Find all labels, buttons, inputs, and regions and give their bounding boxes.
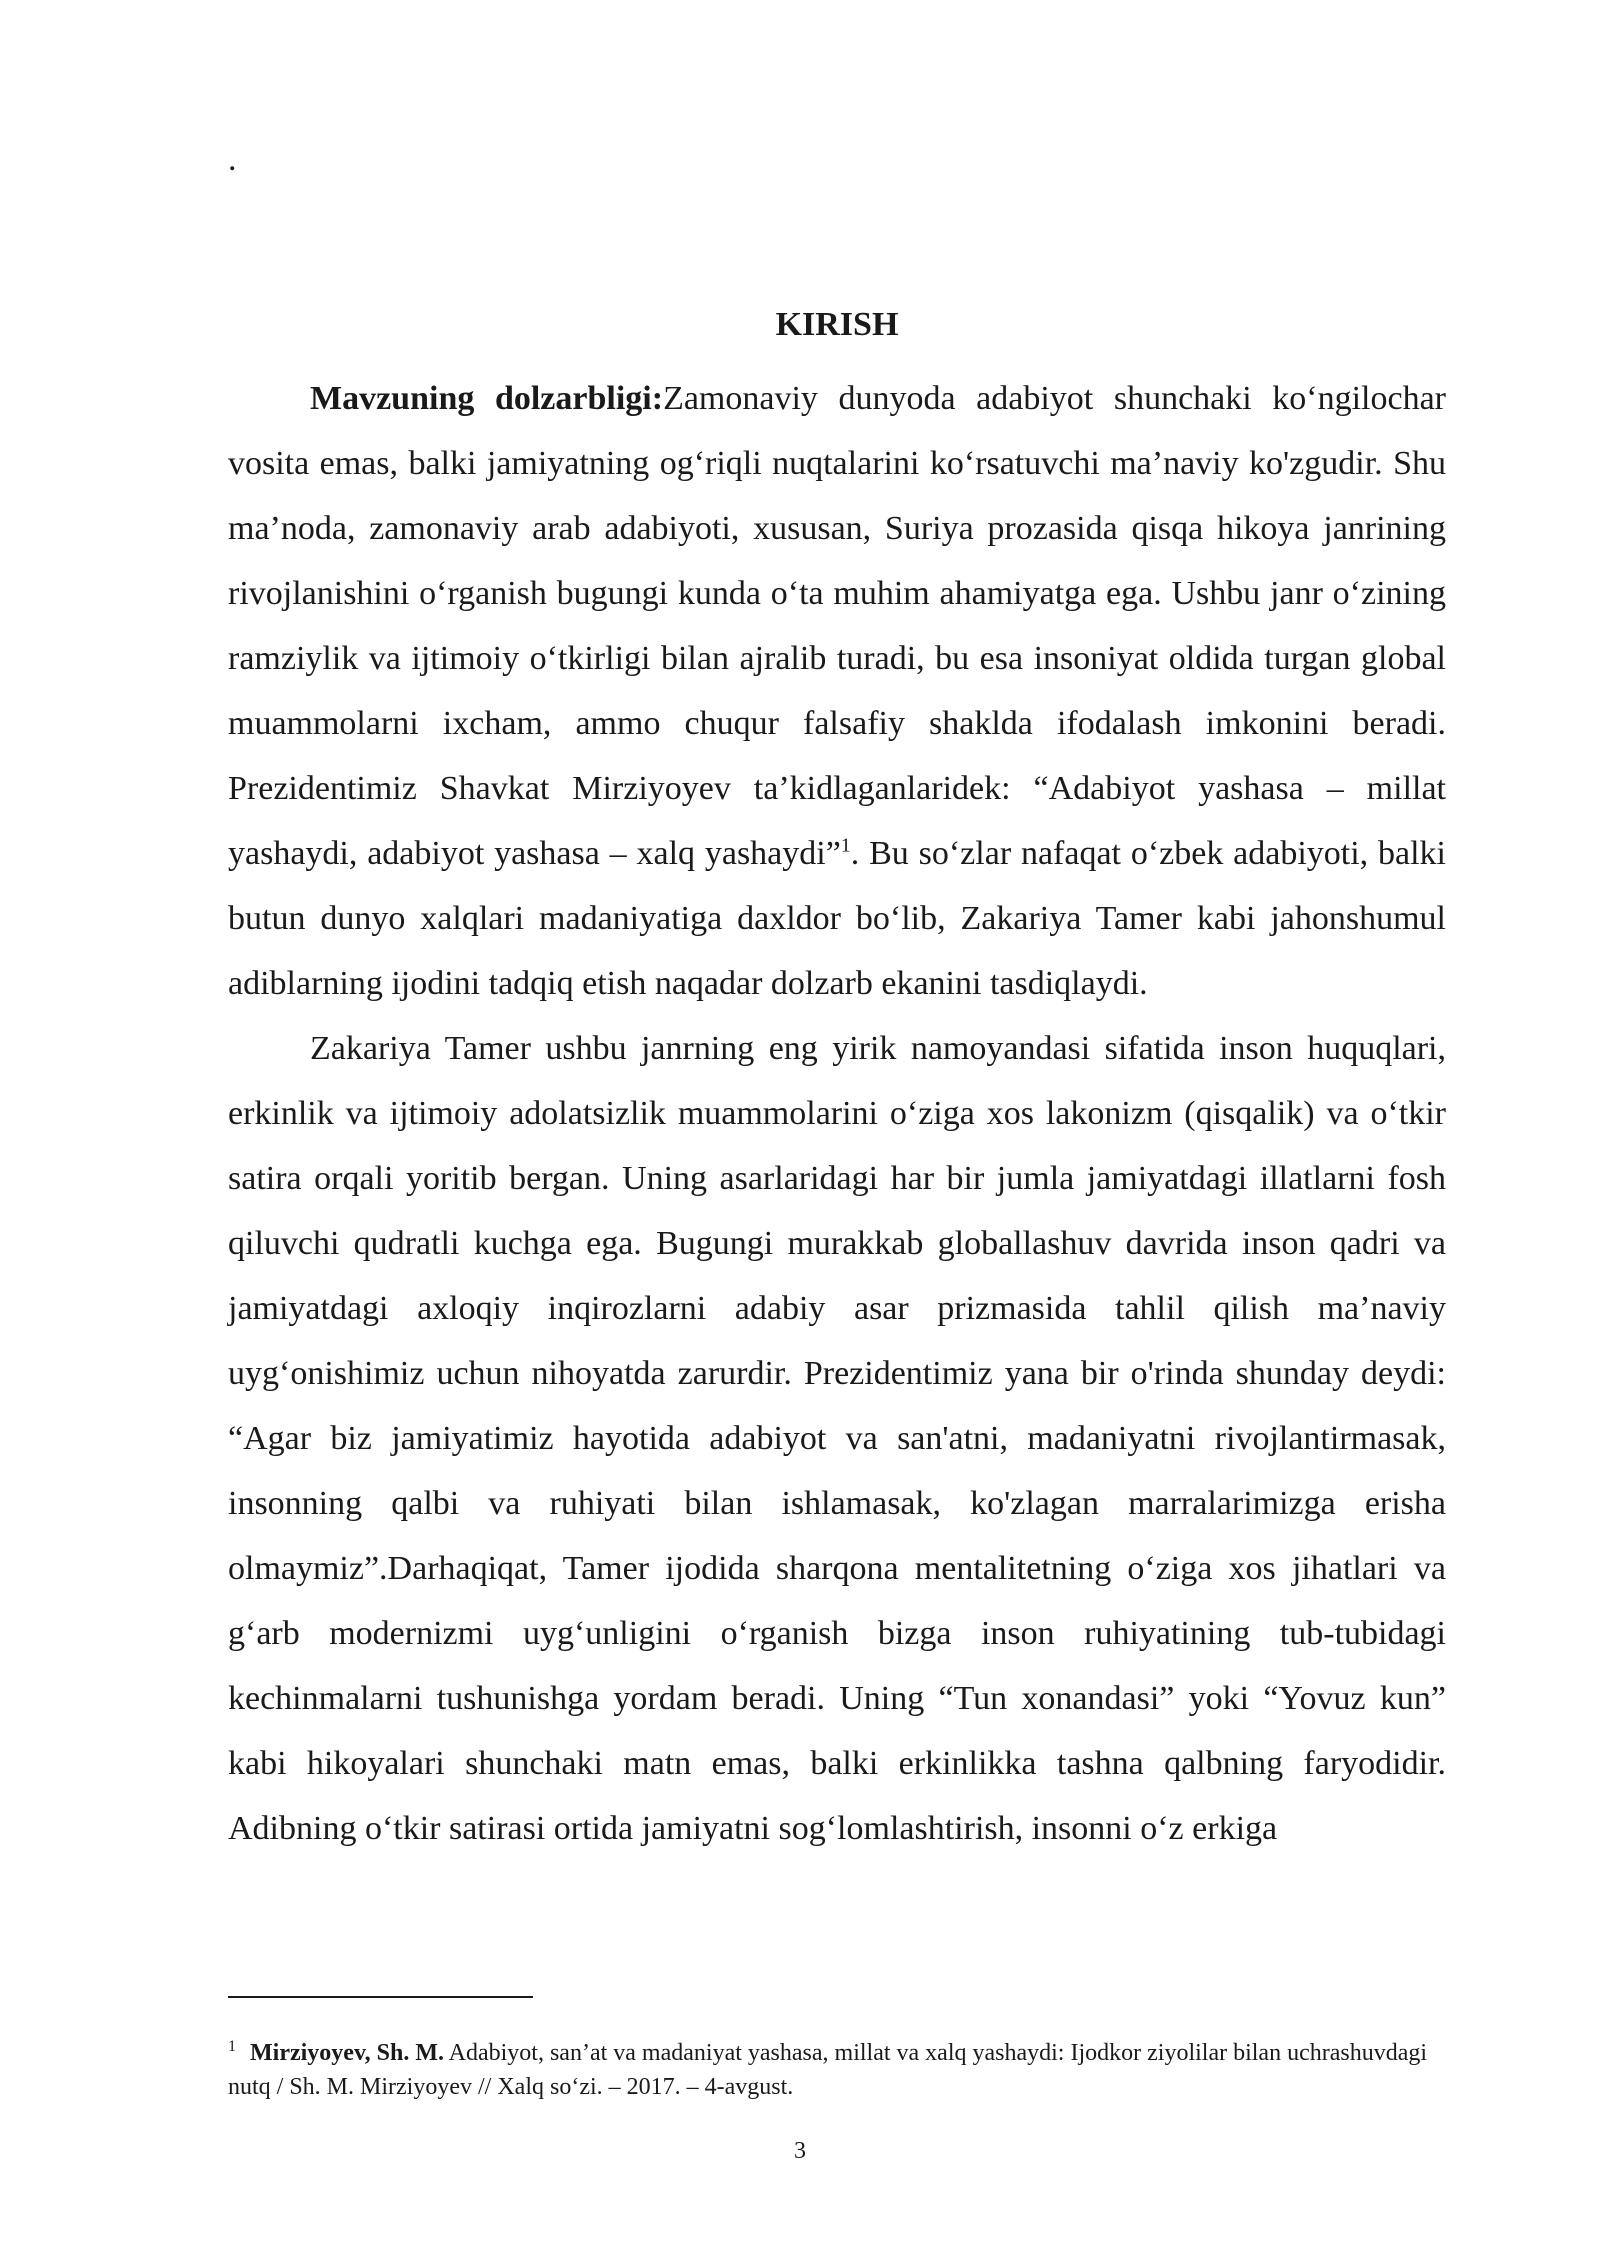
- footnote-author: Mirziyoyev, Sh. M.: [250, 2040, 444, 2066]
- paragraph-tamer: Zakariya Tamer ushbu janrning eng yirik namoyandasi sifatida inson huquqlari, erkinlik va ijtimoiy adolatsizlik muammolarini o‘ziga xos lakonizm (qisqalik) va o‘tkir satira orqali yoritib bergan. Uning asarlaridagi har bir jumla jamiyatdagi illatlarni fosh qiluvchi qudratli kuchga ega. Bugungi murakkab globallashuv davrida inson qadri va jamiyatdagi axloqiy inqirozlarni adabiy asar prizmasida tahlil qilish ma’naviy uyg‘onishimiz uchun nihoyatda zarurdir. Prezidentimiz yana bir o'rinda shunday deydi: “Agar biz jamiyatimiz hayotida adabiyot va san'atni, madaniyatni rivojlantirmasak, insonning qalbi va ruhiyati bilan ishlamasak, ko'zlagan marralarimizga erisha olmaymiz”.Darhaqiqat, Tamer ijodida sharqona mentalitetning o‘ziga xos jihatlari va g‘arb modernizmi uyg‘unligini o‘rganish bizga inson ruhiyatining tub-tubidagi kechinmalarni tushunishga yordam beradi. Uning “Tun xonandasi” yoki “Yovuz kun” kabi hikoyalari shunchaki matn emas, balki erkinlikka tashna qalbning faryodidir. Adibning o‘tkir satirasi ortida jamiyatni sog‘lomlashtirish, insonni o‘z erkiga: [228, 1030, 1446, 1847]
- body-text: [228, 366, 1446, 1861]
- footnote-separator: [228, 1996, 533, 1998]
- paragraph-text: Zamonaviy dunyoda adabiyot shunchaki ko‘ngilochar vosita emas, balki jamiyatning og‘riqli nuqtalarini ko‘rsatuvchi ma’naviy ko'zgudir. Shu ma’noda, zamonaviy arab adabiyoti, xususan, Suriya prozasida qisqa hikoya janrining rivojlanishini o‘rganish bugungi kunda o‘ta muhim ahamiyatga ega. Ushbu janr o‘zining ramziylik va ijtimoiy o‘tkirligi bilan ajralib turadi, bu esa insoniyat oldida turgan global muammolarni ixcham, ammo chuqur falsafiy shaklda ifodalash imkonini beradi. Prezidentimiz Shavkat Mirziyoyev ta’kidlaganlaridek: “Adabiyot yashasa – millat yashaydi, adabiyot yashasa – xalq yashaydi”: [228, 380, 1446, 872]
- dot-mark: .: [228, 141, 237, 178]
- page-number: 3: [794, 2138, 806, 2164]
- paragraph-lead: Mavzuning dolzarbligi:: [310, 380, 664, 417]
- footnote-number: 1: [228, 2038, 236, 2055]
- section-heading: KIRISH: [775, 306, 899, 343]
- footnote-text: Adabiyot, san’at va madaniyat yashasa, millat va xalq yashaydi: Ijodkor ziyolilar bilan uchrashuvdagi nutq / Sh. M. Mirziyoyev // Xalq so‘zi. – 2017. – 4-avgust.: [228, 2040, 1428, 2100]
- footnote-reference[interactable]: 1: [840, 834, 851, 857]
- footnote: [228, 2036, 1446, 2104]
- paragraph-text: . Bu so‘zlar nafaqat o‘zbek adabiyoti, balki butun dunyo xalqlari madaniyatiga daxldor bo‘lib, Zakariya Tamer kabi jahonshumul adiblarning ijodini tadqiq etish naqadar dolzarb ekanini tasdiqlaydi.: [228, 835, 1446, 1002]
- paragraph-relevance: [228, 366, 1446, 1016]
